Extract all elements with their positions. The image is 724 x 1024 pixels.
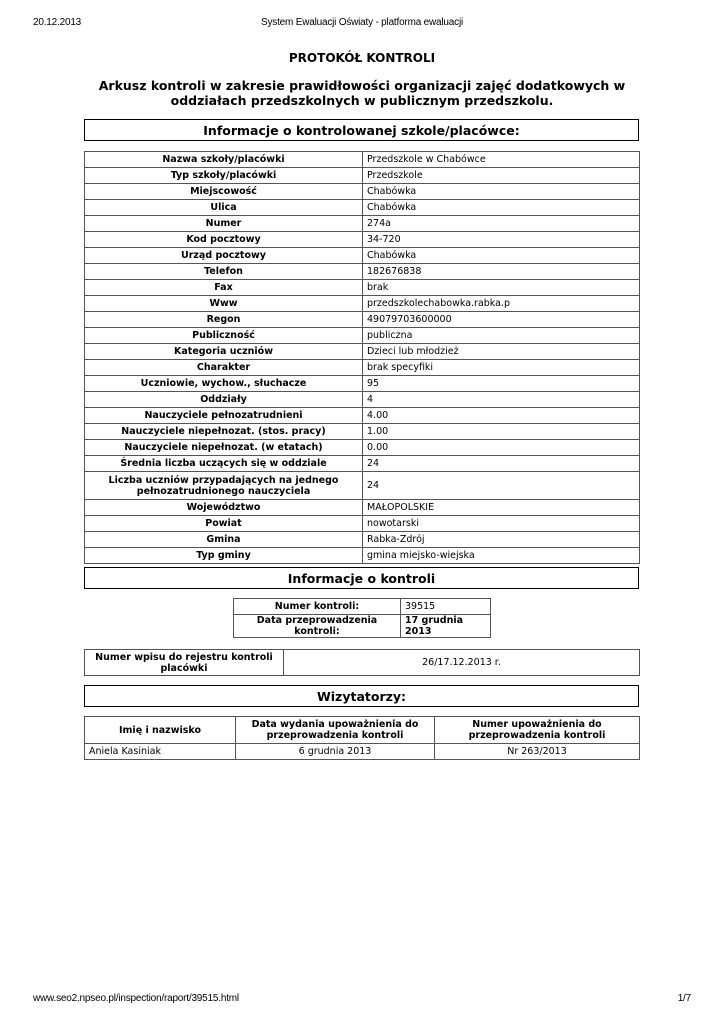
field-label: Uczniowie, wychow., słuchacze <box>85 376 363 392</box>
registry-value: 26/17.12.2013 r. <box>284 650 640 676</box>
field-label: Typ gminy <box>85 548 363 564</box>
column-header-date: Data wydania upoważnienia do przeprowadzenia kontroli <box>236 717 435 744</box>
field-value: Przedszkole w Chabówce <box>363 152 640 168</box>
field-label: Publiczność <box>85 328 363 344</box>
school-info-heading: Informacje o kontrolowanej szkole/placówce: <box>84 119 639 141</box>
table-row <box>85 516 640 532</box>
field-value: Dzieci lub młodzież <box>363 344 640 360</box>
table-row <box>85 472 640 500</box>
field-value: gmina miejsko-wiejska <box>363 548 640 564</box>
table-row <box>85 280 640 296</box>
control-info-heading: Informacje o kontroli <box>84 567 639 589</box>
page-number: 1/7 <box>677 993 691 1004</box>
field-label: Ulica <box>85 200 363 216</box>
table-row <box>85 248 640 264</box>
table-row <box>85 548 640 564</box>
table-row <box>85 344 640 360</box>
table-row <box>85 200 640 216</box>
field-value: 95 <box>363 376 640 392</box>
inspectors-table <box>84 716 640 760</box>
column-header-name: Imię i nazwisko <box>85 717 236 744</box>
field-label: Nauczyciele niepełnozat. (stos. pracy) <box>85 424 363 440</box>
table-row <box>85 744 640 760</box>
page-url: www.seo2.npseo.pl/inspection/raport/39515.html <box>33 993 239 1004</box>
system-title: System Ewaluacji Oświaty - platforma ewaluacji <box>261 17 463 28</box>
field-label: Charakter <box>85 360 363 376</box>
registry-table <box>84 649 640 676</box>
field-label: Średnia liczba uczących się w oddziale <box>85 456 363 472</box>
field-value: Rabka-Zdrój <box>363 532 640 548</box>
field-value: 49079703600000 <box>363 312 640 328</box>
table-row <box>85 152 640 168</box>
field-label: Województwo <box>85 500 363 516</box>
table-row <box>85 232 640 248</box>
field-value: 24 <box>363 456 640 472</box>
school-info-table <box>84 151 640 564</box>
registry-label: Numer wpisu do rejestru kontroli placówki <box>85 650 284 676</box>
table-row <box>85 264 640 280</box>
control-info-table <box>233 598 491 638</box>
print-header <box>33 17 691 31</box>
table-header-row <box>85 717 640 744</box>
authorization-date: 6 grudnia 2013 <box>236 744 435 760</box>
field-label: Kod pocztowy <box>85 232 363 248</box>
table-row <box>85 408 640 424</box>
field-label: Kategoria uczniów <box>85 344 363 360</box>
control-number-value: 39515 <box>401 599 491 615</box>
field-value: Chabówka <box>363 184 640 200</box>
field-label: Nauczyciele pełnozatrudnieni <box>85 408 363 424</box>
field-label: Miejscowość <box>85 184 363 200</box>
table-row <box>85 392 640 408</box>
field-value: 1.00 <box>363 424 640 440</box>
field-label: Telefon <box>85 264 363 280</box>
field-value: publiczna <box>363 328 640 344</box>
field-label: Gmina <box>85 532 363 548</box>
field-label: Nazwa szkoły/placówki <box>85 152 363 168</box>
field-label: Nauczyciele niepełnozat. (w etatach) <box>85 440 363 456</box>
field-label: Liczba uczniów przypadających na jednego pełnozatrudnionego nauczyciela <box>85 472 363 500</box>
field-value: Chabówka <box>363 248 640 264</box>
field-value: brak specyfiki <box>363 360 640 376</box>
field-label: Powiat <box>85 516 363 532</box>
table-row <box>85 296 640 312</box>
field-value: 182676838 <box>363 264 640 280</box>
control-date-label: Data przeprowadzenia kontroli: <box>234 615 401 638</box>
field-label: Fax <box>85 280 363 296</box>
field-label: Regon <box>85 312 363 328</box>
table-row <box>85 424 640 440</box>
inspectors-heading: Wizytatorzy: <box>84 685 639 707</box>
field-value: 274a <box>363 216 640 232</box>
column-header-number: Numer upoważnienia do przeprowadzenia kontroli <box>435 717 640 744</box>
field-label: Oddziały <box>85 392 363 408</box>
control-number-label: Numer kontroli: <box>234 599 401 615</box>
field-label: Typ szkoły/placówki <box>85 168 363 184</box>
control-date-value: 17 grudnia 2013 <box>401 615 491 638</box>
print-footer <box>33 993 691 1007</box>
table-row <box>85 184 640 200</box>
table-row <box>85 500 640 516</box>
authorization-number: Nr 263/2013 <box>435 744 640 760</box>
table-row <box>85 440 640 456</box>
field-value: nowotarski <box>363 516 640 532</box>
table-row <box>85 532 640 548</box>
field-value: Przedszkole <box>363 168 640 184</box>
print-date: 20.12.2013 <box>33 17 82 28</box>
document-subtitle: Arkusz kontroli w zakresie prawidłowości organizacji zajęć dodatkowych w oddziałach przedszkolnych w publicznym przedszkolu. <box>98 78 626 108</box>
table-row <box>85 376 640 392</box>
table-row <box>85 328 640 344</box>
field-value: 4 <box>363 392 640 408</box>
table-row <box>85 216 640 232</box>
table-row <box>85 168 640 184</box>
field-label: Www <box>85 296 363 312</box>
field-value: Chabówka <box>363 200 640 216</box>
table-row <box>234 615 491 638</box>
field-value: przedszkolechabowka.rabka.p <box>363 296 640 312</box>
field-value: MAŁOPOLSKIE <box>363 500 640 516</box>
inspector-name: Aniela Kasiniak <box>85 744 236 760</box>
field-value: 24 <box>363 472 640 500</box>
field-value: brak <box>363 280 640 296</box>
table-row <box>85 360 640 376</box>
table-row <box>234 599 491 615</box>
field-value: 34-720 <box>363 232 640 248</box>
field-value: 0.00 <box>363 440 640 456</box>
table-row <box>85 312 640 328</box>
document-title: PROTOKÓŁ KONTROLI <box>288 51 436 65</box>
table-row <box>85 456 640 472</box>
field-label: Numer <box>85 216 363 232</box>
table-row <box>85 650 640 676</box>
field-label: Urząd pocztowy <box>85 248 363 264</box>
field-value: 4.00 <box>363 408 640 424</box>
